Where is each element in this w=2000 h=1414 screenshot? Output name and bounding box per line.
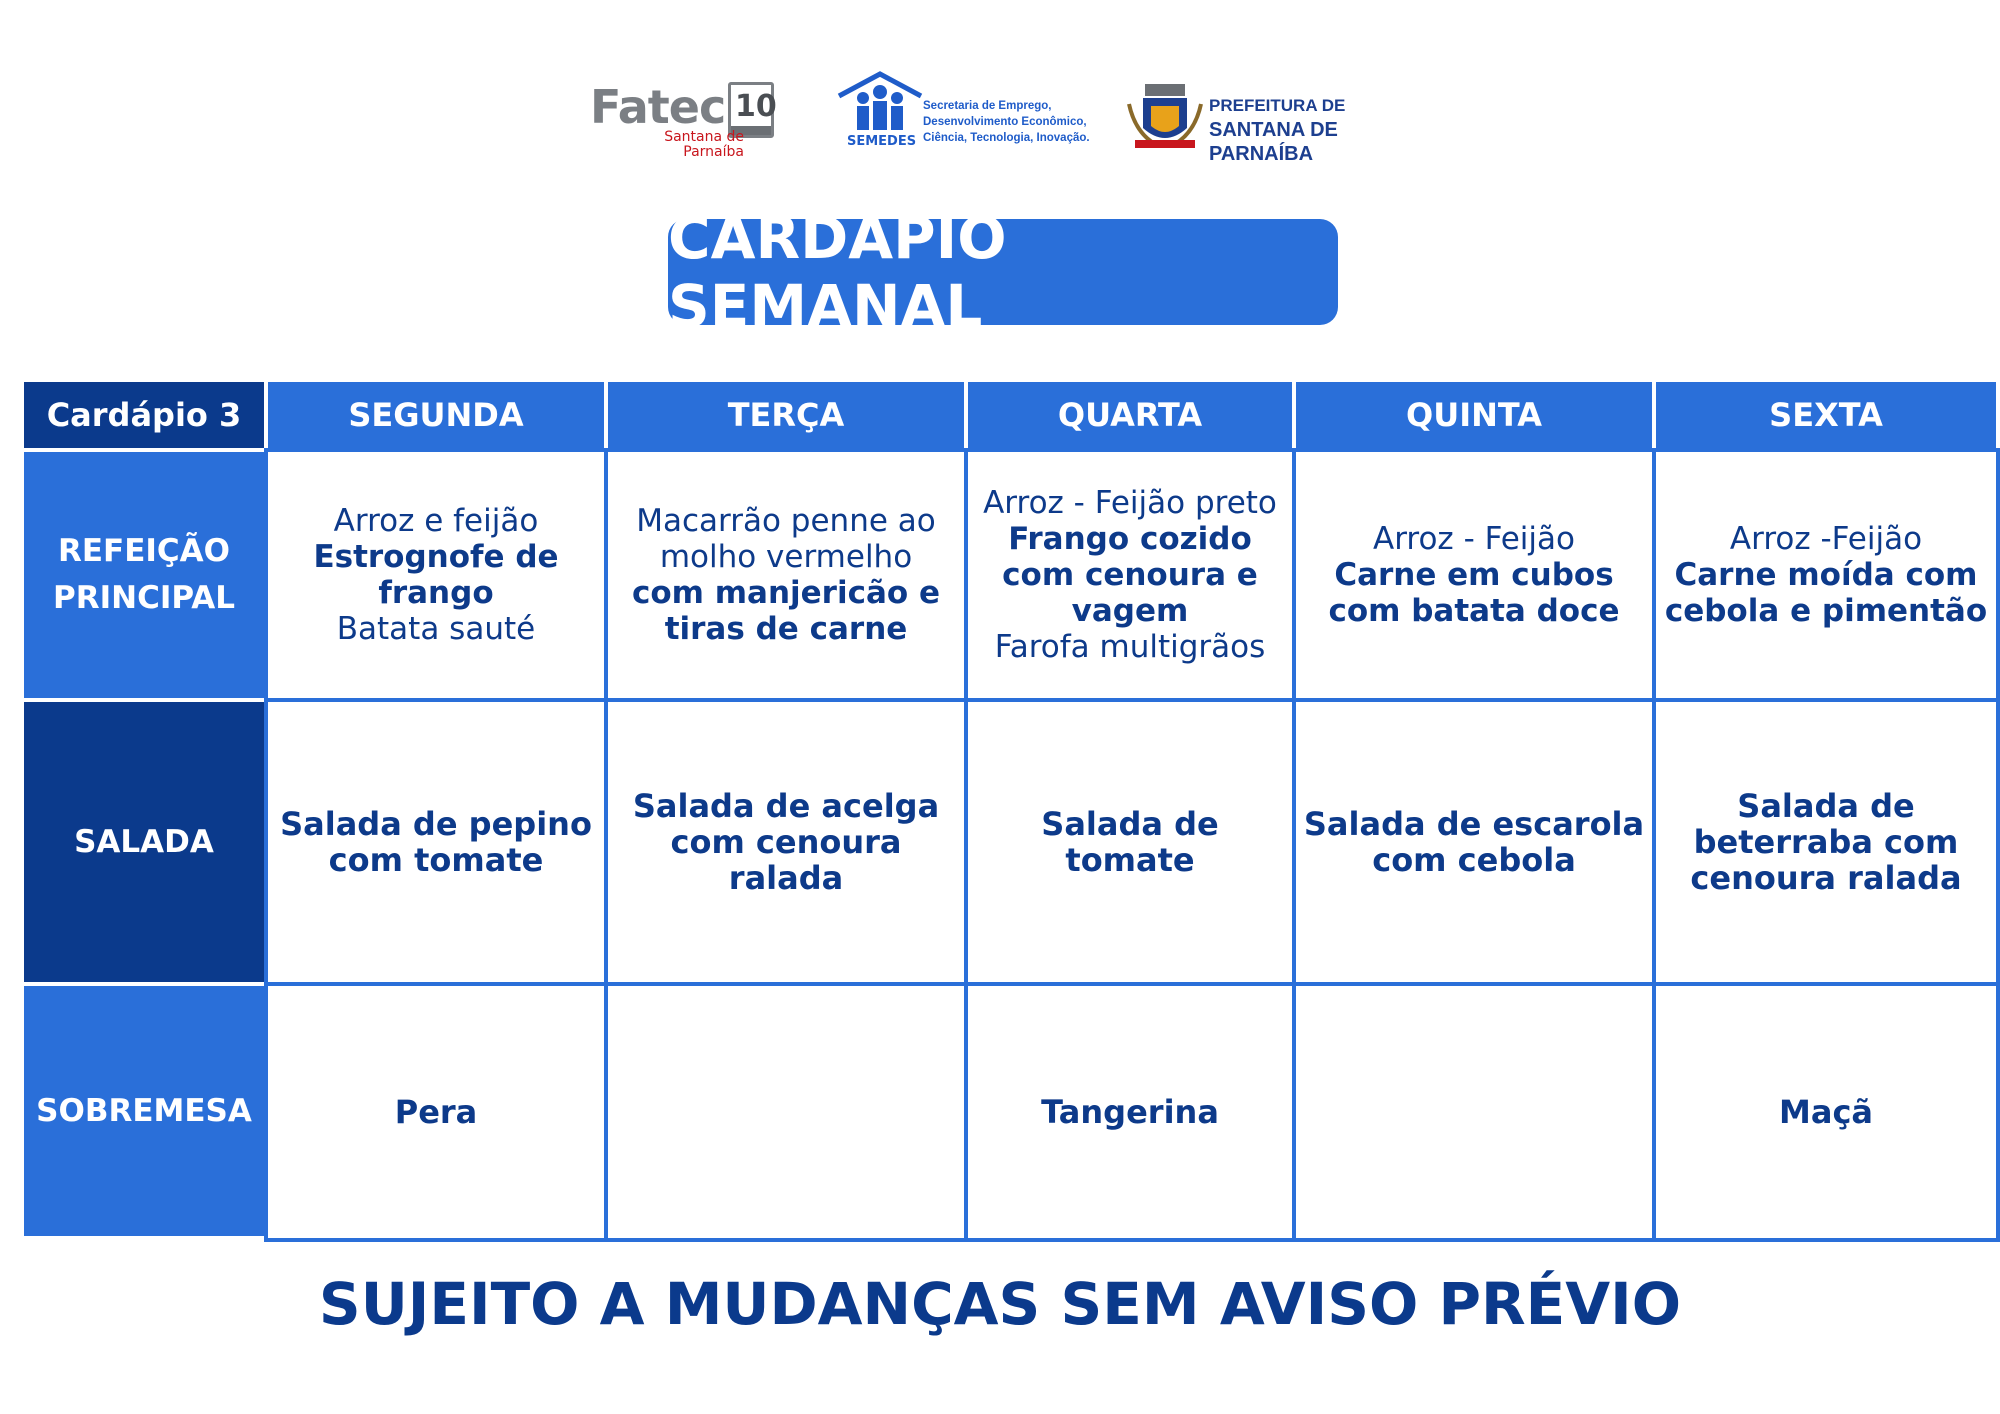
page-title: CARDÁPIO SEMANAL <box>668 219 1338 325</box>
row-label-dessert: SOBREMESA <box>24 986 264 1236</box>
fatec-logo-subtitle: Santana de Parnaíba <box>664 129 744 160</box>
fatec-anniversary-badge: 10 <box>728 82 774 138</box>
day-header-terca: TERÇA <box>608 382 964 448</box>
day-header-quarta: QUARTA <box>968 382 1292 448</box>
coat-of-arms-icon <box>1125 82 1205 152</box>
dessert-segunda: Pera <box>264 982 608 1242</box>
prefeitura-logo <box>1125 82 1445 165</box>
day-header-segunda: SEGUNDA <box>268 382 604 448</box>
dessert-quarta: Tangerina <box>964 982 1296 1242</box>
main-meal-quarta: Arroz - Feijão preto Frango cozido com cenoura e vagem Farofa multigrãos <box>964 448 1296 702</box>
salad-terca: Salada de acelga com cenoura ralada <box>604 698 968 986</box>
main-meal-terca: Macarrão penne ao molho vermelho com manjericão e tiras de carne <box>604 448 968 702</box>
prefeitura-name: PREFEITURA DE SANTANA DE PARNAÍBA <box>1209 96 1346 165</box>
menu-number-header: Cardápio 3 <box>24 382 264 448</box>
main-meal-sexta: Arroz -Feijão Carne moída com cebola e pimentão <box>1652 448 2000 702</box>
house-icon <box>835 70 925 134</box>
main-meal-quinta: Arroz - Feijão Carne em cubos com batata doce <box>1292 448 1656 702</box>
semedes-logo <box>835 70 1095 160</box>
salad-quinta: Salada de escarola com cebola <box>1292 698 1656 986</box>
salad-segunda: Salada de pepino com tomate <box>264 698 608 986</box>
row-label-salad: SALADA <box>24 702 264 982</box>
fatec-logo-name: Fatec <box>590 80 726 134</box>
dessert-sexta: Maçã <box>1652 982 2000 1242</box>
dessert-quinta <box>1292 982 1656 1242</box>
day-header-quinta: QUINTA <box>1296 382 1652 448</box>
semedes-label: SEMEDES <box>847 134 917 149</box>
disclaimer-footer: SUJEITO A MUDANÇAS SEM AVISO PRÉVIO <box>318 1270 1682 1338</box>
salad-quarta: Salada de tomate <box>964 698 1296 986</box>
salad-sexta: Salada de beterraba com cenoura ralada <box>1652 698 2000 986</box>
main-meal-segunda: Arroz e feijão Estrognofe de frango Batata sauté <box>264 448 608 702</box>
day-header-sexta: SEXTA <box>1656 382 1996 448</box>
fatec-logo <box>590 80 777 160</box>
row-label-main-meal: REFEIÇÃO PRINCIPAL <box>24 452 264 698</box>
dessert-terca <box>604 982 968 1242</box>
semedes-description: Secretaria de Emprego, Desenvolvimento Econômico, Ciência, Tecnologia, Inovação. <box>923 100 1090 144</box>
